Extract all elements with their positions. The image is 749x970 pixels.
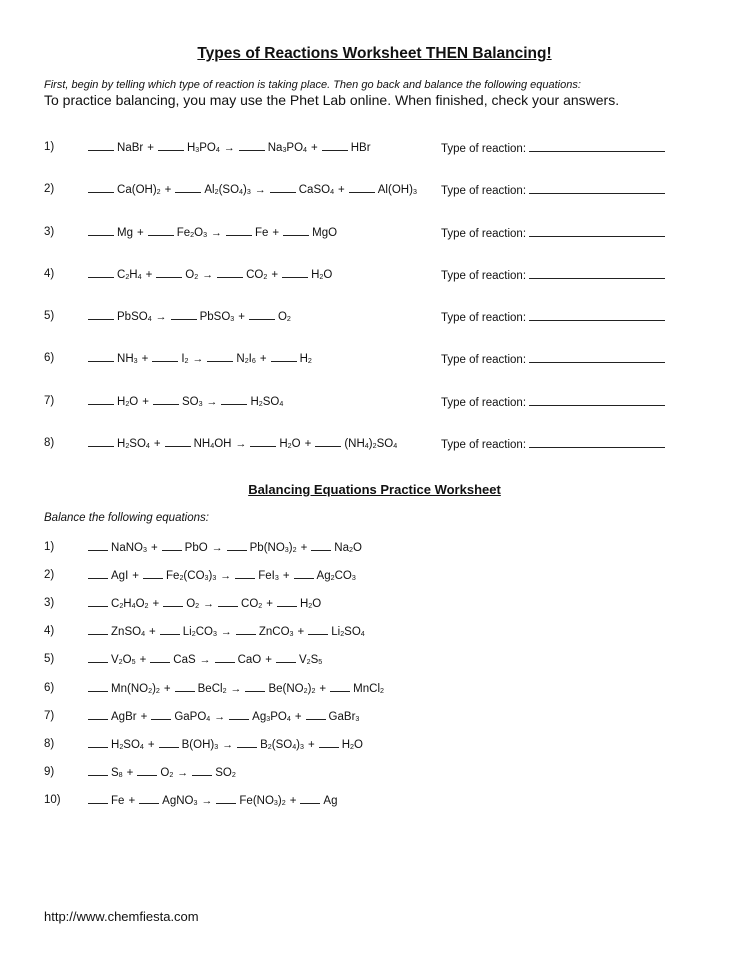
coefficient-blank[interactable] (88, 435, 114, 447)
product-formula: $H_2SO_4$ (250, 396, 284, 409)
reactant-formula: $S_8$ (111, 767, 123, 780)
product-formula: $Ag_2CO_3$ (316, 570, 356, 583)
equation (88, 181, 417, 198)
product-formula: GaBr$_3$ (328, 711, 360, 724)
balancing-row (0, 764, 749, 780)
reaction-row (0, 139, 749, 155)
equation (88, 736, 363, 753)
type-of-reaction-label: Type of reaction: (441, 354, 527, 366)
coefficient-blank[interactable] (239, 139, 265, 151)
equation (88, 266, 332, 283)
product-formula: $H_2O$ (279, 438, 301, 451)
product-formula: $Fe(NO_3)_2$ (239, 795, 286, 808)
product-formula: Fe (254, 227, 269, 239)
yields-arrow-icon: → (211, 227, 222, 239)
equation (88, 651, 322, 668)
balancing-instruction: Balance the following equations: (44, 512, 209, 524)
coefficient-blank[interactable] (88, 708, 108, 720)
balancing-row (0, 792, 749, 808)
reactant-formula: $C_2H_4O_2$ (111, 598, 149, 611)
plus-sign: + (259, 353, 267, 365)
yields-arrow-icon: → (201, 795, 213, 807)
coefficient-blank[interactable] (311, 539, 331, 551)
balancing-row (0, 623, 749, 639)
coefficient-blank[interactable] (235, 567, 255, 579)
coefficient-blank[interactable] (229, 708, 249, 720)
coefficient-blank[interactable] (88, 224, 114, 236)
coefficient-blank[interactable] (271, 350, 297, 362)
coefficient-blank[interactable] (151, 708, 171, 720)
instruction-italic: First, begin by telling which type of reaction is taking place. Then go back and balance the following equations: (44, 79, 581, 91)
reactant-formula: $C_2H_4$ (117, 269, 142, 282)
item-number: 4) (44, 625, 55, 637)
type-of-reaction-blank[interactable] (529, 266, 665, 279)
product-formula: MgO (312, 227, 338, 239)
coefficient-blank[interactable] (143, 567, 163, 579)
reaction-row (0, 393, 749, 409)
type-of-reaction-blank[interactable] (529, 139, 665, 152)
product-formula: $N_2I_6$ (236, 353, 256, 366)
item-number: 1) (44, 141, 55, 153)
yields-arrow-icon: → (214, 711, 226, 723)
coefficient-blank[interactable] (349, 181, 375, 193)
plus-sign: + (145, 269, 153, 281)
reactant-formula: $Mn(NO_2)_2$ (111, 683, 160, 696)
item-number: 10) (44, 794, 61, 806)
plus-sign: + (307, 739, 315, 751)
reactant-formula: NaNO$_3$ (111, 542, 147, 555)
coefficient-blank[interactable] (159, 736, 179, 748)
item-number: 8) (44, 437, 55, 449)
reactant-formula: $SO_3$ (181, 396, 203, 409)
item-number: 6) (44, 352, 55, 364)
yields-arrow-icon: → (155, 311, 167, 323)
balancing-row (0, 708, 749, 724)
plus-sign: + (142, 396, 149, 408)
plus-sign: + (149, 626, 156, 638)
coefficient-blank[interactable] (88, 651, 108, 663)
reactant-formula: $Ca(OH)_2$ (117, 184, 161, 197)
type-of-reaction-field (441, 266, 665, 284)
reactant-formula: Fe (111, 795, 125, 807)
equation (88, 567, 356, 584)
reaction-row (0, 350, 749, 366)
product-formula: $H_2O$ (299, 598, 322, 611)
reaction-row (0, 435, 749, 451)
coefficient-blank[interactable] (175, 680, 195, 692)
yields-arrow-icon: → (203, 598, 215, 610)
coefficient-blank[interactable] (163, 595, 183, 607)
coefficient-blank[interactable] (88, 308, 114, 320)
coefficient-blank[interactable] (245, 680, 265, 692)
reactant-formula: $O_2$ (186, 598, 200, 611)
coefficient-blank[interactable] (88, 764, 108, 776)
coefficient-blank[interactable] (192, 764, 212, 776)
coefficient-blank[interactable] (227, 539, 247, 551)
item-number: 9) (44, 766, 55, 778)
equation (88, 308, 291, 325)
coefficient-blank[interactable] (294, 567, 314, 579)
coefficient-blank[interactable] (277, 595, 297, 607)
coefficient-blank[interactable] (88, 350, 114, 362)
coefficient-blank[interactable] (216, 792, 236, 804)
coefficient-blank[interactable] (88, 181, 114, 193)
coefficient-blank[interactable] (315, 435, 341, 447)
coefficient-blank[interactable] (308, 623, 328, 635)
type-of-reaction-label: Type of reaction: (441, 270, 527, 282)
type-of-reaction-blank[interactable] (529, 393, 665, 406)
coefficient-blank[interactable] (152, 350, 178, 362)
reactant-formula: $H_3PO_4$ (186, 142, 220, 155)
coefficient-blank[interactable] (139, 792, 159, 804)
coefficient-blank[interactable] (158, 139, 184, 151)
balancing-row (0, 680, 749, 696)
product-formula: $Na_3PO_4$ (267, 142, 308, 155)
reactant-formula: $O_2$ (160, 767, 174, 780)
yields-arrow-icon: → (202, 269, 214, 281)
balancing-row (0, 595, 749, 611)
balancing-row (0, 736, 749, 752)
coefficient-blank[interactable] (88, 595, 108, 607)
product-formula: $(NH_4)_2SO_4$ (344, 438, 398, 451)
coefficient-blank[interactable] (156, 266, 182, 278)
equation (88, 595, 321, 612)
equation (88, 623, 365, 640)
plus-sign: + (139, 654, 147, 666)
coefficient-blank[interactable] (330, 680, 350, 692)
plus-sign: + (271, 269, 279, 281)
equation (88, 708, 359, 725)
type-of-reaction-blank[interactable] (529, 350, 665, 363)
reactant-formula: $Fe_2O_3$ (176, 227, 208, 240)
coefficient-blank[interactable] (283, 224, 309, 236)
product-formula: $V_2S_5$ (298, 654, 323, 667)
product-formula: $Ag_3PO_4$ (252, 711, 291, 724)
coefficient-blank[interactable] (88, 539, 108, 551)
type-of-reaction-field (441, 139, 665, 157)
yields-arrow-icon: → (222, 739, 234, 751)
reaction-row (0, 181, 749, 197)
product-formula: $Be(NO_2)_2$ (268, 683, 316, 696)
equation (88, 539, 362, 556)
plus-sign: + (272, 227, 280, 239)
coefficient-blank[interactable] (153, 393, 179, 405)
coefficient-blank[interactable] (322, 139, 348, 151)
item-number: 7) (44, 710, 55, 722)
coefficient-blank[interactable] (217, 266, 243, 278)
product-formula: $Na_2O$ (334, 542, 362, 555)
coefficient-blank[interactable] (88, 792, 108, 804)
coefficient-blank[interactable] (270, 181, 296, 193)
plus-sign: + (147, 739, 155, 751)
plus-sign: + (164, 184, 172, 196)
plus-sign: + (300, 542, 308, 554)
product-formula: ZnCO$_3$ (258, 626, 294, 639)
item-number: 4) (44, 268, 55, 280)
coefficient-blank[interactable] (165, 435, 191, 447)
yields-arrow-icon: → (223, 142, 235, 154)
coefficient-blank[interactable] (150, 651, 170, 663)
product-formula: $B_2(SO_4)_3$ (260, 739, 304, 752)
coefficient-blank[interactable] (88, 736, 108, 748)
product-formula: $SO_2$ (215, 767, 236, 780)
reactant-formula: AgNO$_3$ (162, 795, 198, 808)
coefficient-blank[interactable] (236, 623, 256, 635)
equation (88, 350, 312, 367)
coefficient-blank[interactable] (226, 224, 252, 236)
plus-sign: + (152, 598, 160, 610)
reactant-formula: $I_2$ (181, 353, 189, 366)
plus-sign: + (311, 142, 318, 154)
footer-url: http://www.chemfiesta.com (44, 909, 199, 924)
reactant-formula: $Al_2(SO_4)_3$ (204, 184, 251, 197)
reactant-formula: $B(OH)_3$ (181, 739, 219, 752)
plus-sign: + (265, 654, 272, 666)
item-number: 5) (44, 653, 55, 665)
item-number: 2) (44, 183, 55, 195)
instruction-text: To practice balancing, you may use the Phet Lab online. When finished, check your answers. (44, 92, 620, 108)
coefficient-blank[interactable] (237, 736, 257, 748)
reaction-row (0, 308, 749, 324)
coefficient-blank[interactable] (171, 308, 197, 320)
coefficient-blank[interactable] (175, 181, 201, 193)
reactant-formula: Mg (117, 227, 133, 239)
reactant-formula: NaBr (117, 142, 144, 154)
product-formula: $H_2O$ (311, 269, 333, 282)
balancing-section-title: Balancing Equations Practice Worksheet (248, 482, 501, 497)
reactant-formula: BeCl$_2$ (197, 683, 227, 696)
reaction-row (0, 266, 749, 282)
reactant-formula: ZnSO$_4$ (111, 626, 146, 639)
type-of-reaction-blank[interactable] (529, 224, 665, 237)
plus-sign: + (163, 683, 171, 695)
product-formula: MnCl$_2$ (353, 683, 384, 696)
item-number: 1) (44, 541, 55, 553)
coefficient-blank[interactable] (88, 393, 114, 405)
product-formula: $Al(OH)_3$ (377, 184, 417, 197)
type-of-reaction-blank[interactable] (529, 435, 665, 448)
plus-sign: + (282, 570, 290, 582)
equation (88, 792, 338, 809)
coefficient-blank[interactable] (88, 680, 108, 692)
product-formula: CaSO$_4$ (298, 184, 335, 197)
reactant-formula: GaPO$_4$ (174, 711, 211, 724)
plus-sign: + (128, 795, 136, 807)
coefficient-blank[interactable] (162, 539, 182, 551)
reactant-formula: $V_2O_5$ (111, 654, 136, 667)
item-number: 5) (44, 310, 55, 322)
plus-sign: + (289, 795, 297, 807)
reactant-formula: AgBr (111, 711, 137, 723)
coefficient-blank[interactable] (218, 595, 238, 607)
product-formula: PbSO$_3$ (199, 311, 235, 324)
type-of-reaction-field (441, 181, 665, 199)
product-formula: $H_2$ (299, 353, 312, 366)
coefficient-blank[interactable] (249, 308, 275, 320)
plus-sign: + (153, 438, 161, 450)
product-formula: $O_2$ (277, 311, 291, 324)
coefficient-blank[interactable] (88, 139, 114, 151)
product-formula: HBr (350, 142, 371, 154)
type-of-reaction-label: Type of reaction: (441, 228, 527, 240)
coefficient-blank[interactable] (300, 792, 320, 804)
product-formula: FeI$_3$ (258, 570, 279, 583)
equation (88, 139, 371, 156)
type-of-reaction-field (441, 350, 665, 368)
yields-arrow-icon: → (254, 184, 266, 196)
coefficient-blank[interactable] (276, 651, 296, 663)
type-of-reaction-label: Type of reaction: (441, 143, 527, 155)
type-of-reaction-label: Type of reaction: (441, 312, 527, 324)
coefficient-blank[interactable] (160, 623, 180, 635)
coefficient-blank[interactable] (221, 393, 247, 405)
plus-sign: + (338, 184, 345, 196)
product-formula: $CO_2$ (246, 269, 268, 282)
balancing-row (0, 567, 749, 583)
equation (88, 680, 384, 697)
balancing-row (0, 651, 749, 667)
plus-sign: + (304, 438, 312, 450)
plus-sign: + (238, 311, 245, 323)
type-of-reaction-field (441, 435, 665, 453)
reactant-formula: $Li_2CO_3$ (182, 626, 217, 639)
coefficient-blank[interactable] (137, 764, 157, 776)
type-of-reaction-label: Type of reaction: (441, 439, 527, 451)
yields-arrow-icon: → (211, 542, 223, 554)
item-number: 7) (44, 395, 55, 407)
plus-sign: + (266, 598, 273, 610)
plus-sign: + (147, 142, 154, 154)
item-number: 6) (44, 682, 55, 694)
reactant-formula: $NH_4OH$ (193, 438, 232, 451)
product-formula: $H_2O$ (341, 739, 363, 752)
yields-arrow-icon: → (177, 767, 189, 779)
coefficient-blank[interactable] (282, 266, 308, 278)
coefficient-blank[interactable] (88, 266, 114, 278)
coefficient-blank[interactable] (88, 623, 108, 635)
type-of-reaction-label: Type of reaction: (441, 185, 527, 197)
worksheet-title: Types of Reactions Worksheet THEN Balancing! (197, 45, 552, 62)
reactant-formula: PbO (184, 542, 208, 554)
product-formula: Ag (323, 795, 338, 807)
reactant-formula: $H_2SO_4$ (117, 438, 150, 451)
reactant-formula: AgI (111, 570, 129, 582)
yields-arrow-icon: → (192, 353, 204, 365)
plus-sign: + (126, 767, 134, 779)
product-formula: $Li_2SO_4$ (331, 626, 365, 639)
plus-sign: + (319, 683, 327, 695)
coefficient-blank[interactable] (88, 567, 108, 579)
coefficient-blank[interactable] (148, 224, 174, 236)
yields-arrow-icon: → (230, 683, 242, 695)
coefficient-blank[interactable] (319, 736, 339, 748)
type-of-reaction-field (441, 224, 665, 242)
yields-arrow-icon: → (220, 570, 232, 582)
reactant-formula: $H_2SO_4$ (111, 739, 144, 752)
type-of-reaction-blank[interactable] (529, 308, 665, 321)
item-number: 3) (44, 597, 55, 609)
reaction-row (0, 224, 749, 240)
reactant-formula: $H_2O$ (117, 396, 139, 409)
yields-arrow-icon: → (235, 438, 247, 450)
reactant-formula: PbSO$_4$ (117, 311, 152, 324)
equation (88, 435, 397, 452)
plus-sign: + (150, 542, 158, 554)
reactant-formula: $O_2$ (185, 269, 199, 282)
coefficient-blank[interactable] (215, 651, 235, 663)
balancing-row (0, 539, 749, 555)
item-number: 3) (44, 226, 55, 238)
yields-arrow-icon: → (199, 654, 211, 666)
reactant-formula: CaS (173, 654, 196, 666)
equation (88, 764, 236, 781)
product-formula: $CO_2$ (241, 598, 263, 611)
yields-arrow-icon: → (206, 396, 218, 408)
reactant-formula: $NH_3$ (117, 353, 138, 366)
plus-sign: + (141, 353, 149, 365)
type-of-reaction-blank[interactable] (529, 181, 665, 194)
item-number: 2) (44, 569, 55, 581)
plus-sign: + (294, 711, 302, 723)
equation (88, 393, 283, 410)
type-of-reaction-field (441, 393, 665, 411)
type-of-reaction-label: Type of reaction: (441, 397, 527, 409)
product-formula: $Pb(NO_3)_2$ (249, 542, 297, 555)
item-number: 8) (44, 738, 55, 750)
coefficient-blank[interactable] (306, 708, 326, 720)
yields-arrow-icon: → (220, 626, 232, 638)
product-formula: CaO (237, 654, 262, 666)
type-of-reaction-field (441, 308, 665, 326)
coefficient-blank[interactable] (207, 350, 233, 362)
plus-sign: + (137, 227, 144, 239)
equation (88, 224, 337, 241)
reactant-formula: $Fe_2(CO_3)_3$ (166, 570, 217, 583)
plus-sign: + (132, 570, 139, 582)
coefficient-blank[interactable] (250, 435, 276, 447)
plus-sign: + (297, 626, 305, 638)
plus-sign: + (140, 711, 148, 723)
